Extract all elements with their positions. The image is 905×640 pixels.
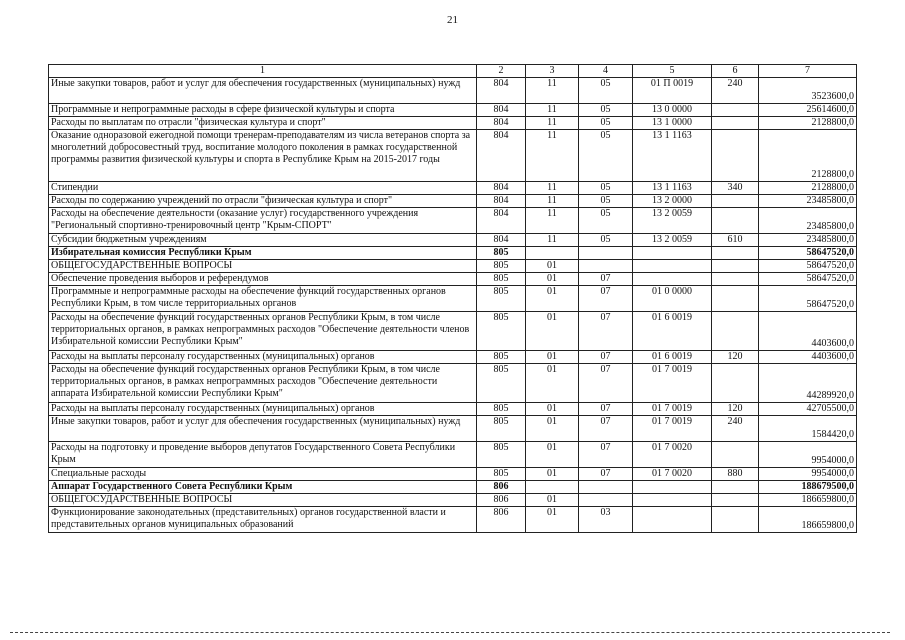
col-header-6: 6 [712,65,759,78]
row-chapter: 806 [477,494,526,507]
row-section: 01 [526,468,579,481]
row-name: ОБЩЕГОСУДАРСТВЕННЫЕ ВОПРОСЫ [49,260,477,273]
row-section [526,481,579,494]
table-row [49,364,857,403]
row-target-article: 01 7 0019 [633,403,712,416]
row-amount: 58647520,0 [759,260,857,273]
row-target-article [633,273,712,286]
table-row [49,273,857,286]
row-chapter: 804 [477,104,526,117]
row-name: Функционирование законодательных (представительных) органов государственной власти и представительных органов муниципальных образований [49,507,477,533]
row-target-article: 13 2 0000 [633,195,712,208]
row-target-article: 01 П 0019 [633,78,712,104]
budget-table [48,64,857,533]
row-target-article: 13 2 0059 [633,234,712,247]
row-name: Иные закупки товаров, работ и услуг для обеспечения государственных (муниципальных) нужд [49,416,477,442]
row-subsection: 05 [579,182,633,195]
row-target-article: 13 0 0000 [633,104,712,117]
row-amount: 186659800,0 [759,494,857,507]
row-amount: 58647520,0 [759,286,857,312]
col-header-5: 5 [633,65,712,78]
row-amount: 44289920,0 [759,364,857,403]
row-expense-type [712,364,759,403]
row-chapter: 805 [477,442,526,468]
row-section: 11 [526,78,579,104]
row-subsection: 05 [579,195,633,208]
row-subsection: 07 [579,468,633,481]
row-amount: 58647520,0 [759,247,857,260]
table-row [49,117,857,130]
row-expense-type [712,507,759,533]
row-subsection: 07 [579,286,633,312]
table-row [49,481,857,494]
table-row [49,247,857,260]
row-chapter: 804 [477,117,526,130]
row-section: 01 [526,403,579,416]
row-name: Расходы на обеспечение деятельности (оказание услуг) государственного учреждения "Региональный спортивно-тренировочный центр "Крым-СПОРТ" [49,208,477,234]
row-expense-type [712,247,759,260]
table-row [49,312,857,351]
row-name: Специальные расходы [49,468,477,481]
row-section: 01 [526,273,579,286]
row-section [526,247,579,260]
row-subsection: 05 [579,208,633,234]
row-name: Субсидии бюджетным учреждениям [49,234,477,247]
table-row [49,494,857,507]
row-target-article: 13 1 0000 [633,117,712,130]
row-target-article: 01 6 0019 [633,351,712,364]
row-expense-type: 880 [712,468,759,481]
row-chapter: 805 [477,260,526,273]
row-name: ОБЩЕГОСУДАРСТВЕННЫЕ ВОПРОСЫ [49,494,477,507]
row-subsection: 07 [579,442,633,468]
row-target-article: 01 7 0019 [633,364,712,403]
row-expense-type [712,481,759,494]
row-subsection: 05 [579,117,633,130]
row-amount: 42705500,0 [759,403,857,416]
row-amount: 4403600,0 [759,351,857,364]
row-name: Избирательная комиссия Республики Крым [49,247,477,260]
row-amount: 58647520,0 [759,273,857,286]
row-target-article [633,507,712,533]
row-amount: 23485800,0 [759,195,857,208]
row-section: 11 [526,208,579,234]
table-row [49,286,857,312]
row-amount: 2128800,0 [759,117,857,130]
row-amount: 188679500,0 [759,481,857,494]
row-expense-type [712,273,759,286]
col-header-3: 3 [526,65,579,78]
row-subsection [579,247,633,260]
row-name: Стипендии [49,182,477,195]
row-subsection: 05 [579,104,633,117]
row-subsection: 05 [579,130,633,182]
row-expense-type: 240 [712,416,759,442]
table-row [49,130,857,182]
row-section: 11 [526,117,579,130]
row-section: 01 [526,351,579,364]
row-subsection [579,494,633,507]
row-expense-type: 340 [712,182,759,195]
row-section: 11 [526,130,579,182]
row-chapter: 806 [477,481,526,494]
row-chapter: 804 [477,78,526,104]
table-row [49,351,857,364]
table-row [49,104,857,117]
row-expense-type [712,312,759,351]
row-target-article [633,481,712,494]
row-chapter: 805 [477,286,526,312]
row-expense-type [712,208,759,234]
table-row [49,195,857,208]
row-expense-type [712,195,759,208]
row-section: 11 [526,182,579,195]
row-amount: 9954000,0 [759,468,857,481]
row-section: 01 [526,260,579,273]
row-chapter: 804 [477,182,526,195]
row-section: 01 [526,442,579,468]
row-target-article: 01 0 0000 [633,286,712,312]
row-chapter: 804 [477,195,526,208]
row-amount: 2128800,0 [759,130,857,182]
row-section: 11 [526,195,579,208]
row-subsection: 07 [579,403,633,416]
row-target-article: 01 7 0020 [633,442,712,468]
row-target-article [633,494,712,507]
row-section: 01 [526,286,579,312]
row-chapter: 805 [477,364,526,403]
row-amount: 25614600,0 [759,104,857,117]
row-name: Расходы на обеспечение функций государственных органов Республики Крым, в том числе территориальных органов, в рамках непрограммных расходов "Обеспечение деятельности аппарата Избирательной комиссии Республики Крым" [49,364,477,403]
table-row [49,416,857,442]
row-subsection: 03 [579,507,633,533]
row-chapter: 805 [477,351,526,364]
row-section: 01 [526,494,579,507]
table-row [49,507,857,533]
row-name: Обеспечение проведения выборов и референдумов [49,273,477,286]
row-name: Расходы по выплатам по отрасли "физическая культура и спорт" [49,117,477,130]
row-subsection: 07 [579,312,633,351]
row-name: Расходы на обеспечение функций государственных органов Республики Крым, в том числе территориальных органов, в рамках непрограммных расходов "Обеспечение деятельности членов Избирательной комиссии Республики Крым" [49,312,477,351]
row-name: Программные и непрограммные расходы на обеспечение функций государственных органов Республики Крым, в том числе территориальных органов [49,286,477,312]
table-row [49,208,857,234]
row-chapter: 804 [477,208,526,234]
row-subsection: 07 [579,273,633,286]
row-chapter: 806 [477,507,526,533]
row-chapter: 805 [477,273,526,286]
row-amount: 1584420,0 [759,416,857,442]
row-subsection: 07 [579,351,633,364]
row-name: Расходы по содержанию учреждений по отрасли "физическая культура и спорт" [49,195,477,208]
row-name: Расходы на выплаты персоналу государственных (муниципальных) органов [49,403,477,416]
row-expense-type: 240 [712,78,759,104]
row-chapter: 804 [477,130,526,182]
row-target-article: 13 2 0059 [633,208,712,234]
row-amount: 23485800,0 [759,208,857,234]
row-amount: 9954000,0 [759,442,857,468]
col-header-1: 1 [49,65,477,78]
row-expense-type [712,286,759,312]
row-expense-type: 120 [712,351,759,364]
row-expense-type [712,130,759,182]
row-chapter: 805 [477,468,526,481]
row-target-article [633,247,712,260]
row-amount: 23485800,0 [759,234,857,247]
row-target-article: 13 1 1163 [633,182,712,195]
row-amount: 2128800,0 [759,182,857,195]
bottom-rule [10,632,890,633]
row-target-article: 01 7 0020 [633,468,712,481]
row-subsection [579,481,633,494]
row-section: 01 [526,312,579,351]
row-name: Оказание одноразовой ежегодной помощи тренерам-преподавателям из числа ветеранов спорта за многолетний добросовестный труд, воспитание молодого поколения в рамках государственной программы развития физической культуры и спорта в Республике Крым на 2015-2017 годы [49,130,477,182]
row-subsection: 05 [579,234,633,247]
row-section: 11 [526,234,579,247]
row-expense-type [712,104,759,117]
row-chapter: 805 [477,403,526,416]
row-target-article: 01 6 0019 [633,312,712,351]
table-row [49,468,857,481]
row-chapter: 805 [477,312,526,351]
col-header-7: 7 [759,65,857,78]
row-name: Иные закупки товаров, работ и услуг для обеспечения государственных (муниципальных) нужд [49,78,477,104]
row-target-article: 13 1 1163 [633,130,712,182]
table-row [49,78,857,104]
row-subsection: 05 [579,78,633,104]
row-name: Программные и непрограммные расходы в сфере физической культуры и спорта [49,104,477,117]
page-number: 21 [447,14,458,26]
row-chapter: 805 [477,416,526,442]
row-section: 01 [526,364,579,403]
col-header-2: 2 [477,65,526,78]
row-amount: 186659800,0 [759,507,857,533]
row-amount: 3523600,0 [759,78,857,104]
row-chapter: 804 [477,234,526,247]
row-subsection: 07 [579,364,633,403]
row-name: Расходы на подготовку и проведение выборов депутатов Государственного Совета Республики Крым [49,442,477,468]
row-chapter: 805 [477,247,526,260]
row-target-article: 01 7 0019 [633,416,712,442]
table-row [49,403,857,416]
row-section: 01 [526,507,579,533]
row-expense-type [712,442,759,468]
row-target-article [633,260,712,273]
row-section: 01 [526,416,579,442]
row-name: Расходы на выплаты персоналу государственных (муниципальных) органов [49,351,477,364]
row-subsection: 07 [579,416,633,442]
table-row [49,234,857,247]
col-header-4: 4 [579,65,633,78]
row-expense-type: 610 [712,234,759,247]
row-expense-type [712,260,759,273]
row-expense-type: 120 [712,403,759,416]
table-header-row [49,65,857,78]
table-row [49,442,857,468]
row-expense-type [712,117,759,130]
row-name: Аппарат Государственного Совета Республики Крым [49,481,477,494]
table-row [49,182,857,195]
row-subsection [579,260,633,273]
row-expense-type [712,494,759,507]
row-section: 11 [526,104,579,117]
table-row [49,260,857,273]
row-amount: 4403600,0 [759,312,857,351]
